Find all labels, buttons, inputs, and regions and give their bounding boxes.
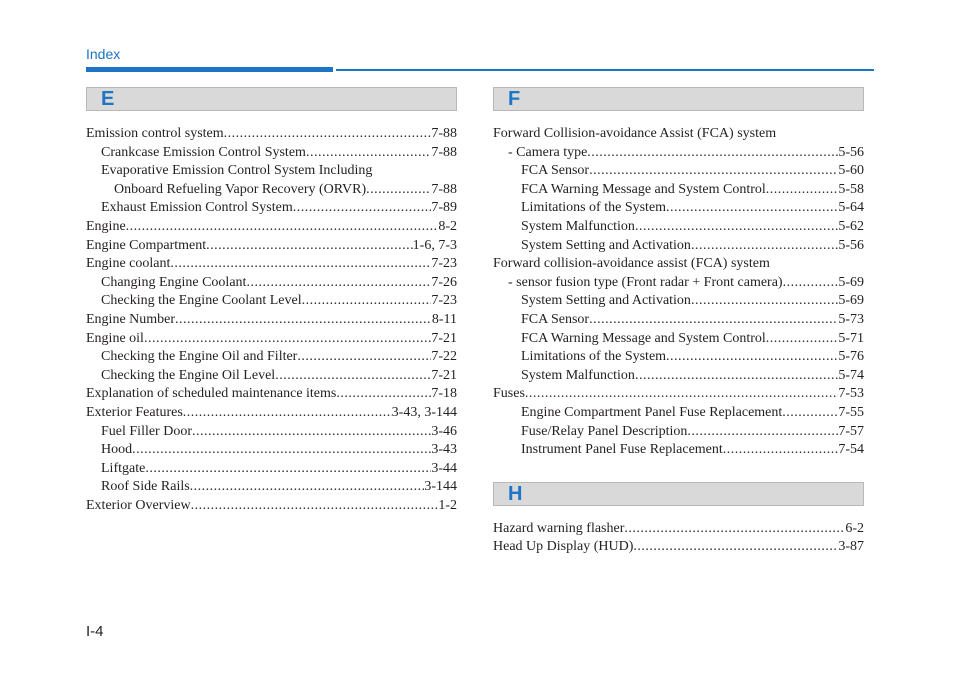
index-entry-text: Engine Compartment Panel Fuse Replacement — [521, 404, 783, 420]
header-rule-thick — [86, 67, 333, 72]
right-index-column — [493, 87, 864, 557]
dot-leader — [782, 404, 838, 423]
index-entry-text: System Malfunction — [521, 367, 635, 383]
index-section-h — [493, 482, 864, 557]
index-entry-text: Engine oil — [86, 330, 144, 346]
index-entry-list — [493, 520, 864, 557]
index-entry-text: FCA Sensor — [521, 311, 590, 327]
index-entry-page: 7-53 — [838, 386, 864, 402]
index-entry — [493, 292, 864, 311]
index-entry-text: Emission control system — [86, 126, 224, 141]
index-entry-text: Exhaust Emission Control System — [101, 200, 293, 216]
dot-leader — [190, 478, 425, 497]
index-entry-text: Crankcase Emission Control System — [101, 144, 306, 160]
index-entry-text: Hood — [101, 442, 133, 458]
index-entry-page: 5-69 — [838, 293, 864, 309]
index-entry — [86, 423, 457, 442]
index-entry-text: Engine Number — [86, 311, 176, 327]
index-entry — [493, 162, 864, 181]
index-entry-page: 7-54 — [838, 442, 864, 458]
dot-leader — [275, 367, 431, 386]
left-index-column — [86, 87, 457, 515]
index-entry — [86, 441, 457, 460]
index-entry-page: 7-57 — [838, 423, 864, 439]
index-entry-page: 7-55 — [838, 404, 864, 420]
index-entry — [493, 181, 864, 200]
dot-leader — [624, 520, 845, 539]
index-entry — [493, 404, 864, 423]
dot-leader — [175, 311, 432, 330]
index-entry-page: 3-144 — [424, 479, 457, 495]
dot-leader — [144, 330, 431, 349]
index-entry-page: 5-64 — [838, 200, 864, 216]
index-entry-page: 1-2 — [438, 497, 457, 513]
index-entry — [493, 520, 864, 539]
dot-leader — [246, 274, 431, 293]
index-entry-page: 8-11 — [431, 311, 457, 327]
index-entry — [493, 348, 864, 367]
index-entry — [493, 199, 864, 218]
dot-leader — [766, 181, 839, 200]
section-letter-bar: E — [86, 87, 457, 111]
dot-leader — [723, 441, 839, 460]
index-entry — [493, 538, 864, 557]
index-entry-text: Checking the Engine Coolant Level — [101, 293, 302, 309]
index-entry — [86, 274, 457, 293]
index-entry — [86, 311, 457, 330]
index-entry — [86, 478, 457, 497]
dot-leader — [183, 404, 392, 423]
dot-leader — [666, 348, 838, 367]
index-entry — [86, 404, 457, 423]
index-entry-page: 7-89 — [431, 200, 457, 216]
index-entry-text: Exterior Features — [86, 404, 183, 420]
index-entry-text: Evaporative Emission Control System Including — [101, 163, 373, 179]
header-rule-thin — [336, 69, 874, 71]
index-entry — [493, 274, 864, 293]
index-entry — [493, 144, 864, 163]
dot-leader — [126, 218, 439, 237]
index-header-label: Index — [86, 46, 121, 62]
index-entry — [86, 367, 457, 386]
dot-leader — [589, 162, 838, 181]
index-entry-page: 3-46 — [431, 423, 457, 439]
index-entry-page: 6-2 — [845, 520, 864, 536]
index-entry-page: 1-6, 7-3 — [412, 237, 457, 253]
index-entry — [493, 125, 864, 144]
index-entry-text: FCA Warning Message and System Control — [521, 181, 766, 197]
index-entry-page: 8-2 — [438, 218, 457, 234]
index-section-f — [493, 87, 864, 460]
index-entry — [493, 255, 864, 274]
dot-leader — [766, 330, 839, 349]
index-entry — [86, 330, 457, 349]
index-entry-text: Explanation of scheduled maintenance items — [86, 386, 337, 402]
index-entry-page: 5-62 — [838, 218, 864, 234]
index-entry-page: 5-71 — [838, 330, 864, 346]
dot-leader — [293, 199, 432, 218]
index-entry-text: Limitations of the System — [521, 349, 667, 365]
index-entry-text: FCA Warning Message and System Control — [521, 330, 766, 346]
index-entry-text: Hazard warning flasher — [493, 520, 625, 536]
dot-leader — [224, 125, 432, 144]
index-entry-page: 5-56 — [838, 237, 864, 253]
index-entry-text: Fuses — [493, 386, 525, 402]
index-entry-text: Forward Collision-avoidance Assist (FCA) system — [493, 126, 777, 141]
index-entry — [86, 181, 457, 200]
index-entry-list — [86, 125, 457, 515]
index-entry-text: Liftgate — [101, 460, 146, 476]
index-entry-page: 3-43 — [431, 442, 457, 458]
index-entry-page: 5-69 — [838, 274, 864, 290]
index-entry-text: Changing Engine Coolant — [101, 274, 247, 290]
index-entry-page: 7-88 — [431, 144, 457, 160]
index-entry — [86, 255, 457, 274]
dot-leader — [687, 423, 838, 442]
dot-leader — [635, 218, 838, 237]
index-entry — [493, 311, 864, 330]
page-number: I-4 — [86, 623, 104, 640]
index-entry-text: Engine — [86, 218, 126, 234]
index-section-e — [86, 87, 457, 515]
index-entry-text: Head Up Display (HUD) — [493, 539, 634, 555]
index-entry-page: 7-21 — [431, 330, 457, 346]
dot-leader — [302, 292, 432, 311]
dot-leader — [366, 181, 431, 200]
dot-leader — [170, 255, 431, 274]
index-entry-page: 5-76 — [838, 349, 864, 365]
index-entry-text: Checking the Engine Oil Level — [101, 367, 276, 383]
index-entry-text: FCA Sensor — [521, 163, 590, 179]
index-entry-text: System Setting and Activation — [521, 237, 691, 253]
index-entry-text: Onboard Refueling Vapor Recovery (ORVR) — [114, 181, 367, 197]
dot-leader — [297, 348, 431, 367]
index-entry — [493, 367, 864, 386]
index-entry — [86, 237, 457, 256]
index-entry-page: 7-26 — [431, 274, 457, 290]
dot-leader — [525, 385, 838, 404]
dot-leader — [635, 367, 838, 386]
index-entry — [86, 199, 457, 218]
index-entry-page: 5-74 — [838, 367, 864, 383]
index-entry-page: 7-88 — [431, 126, 457, 141]
index-entry-text: Roof Side Rails — [101, 479, 190, 495]
dot-leader — [589, 311, 838, 330]
dot-leader — [691, 292, 838, 311]
index-entry-text: Instrument Panel Fuse Replacement — [521, 442, 723, 458]
dot-leader — [132, 441, 431, 460]
index-entry-text: System Malfunction — [521, 218, 635, 234]
dot-leader — [633, 538, 838, 557]
index-entry-page: 7-22 — [431, 349, 457, 365]
index-entry-page: 5-58 — [838, 181, 864, 197]
dot-leader — [306, 144, 431, 163]
index-entry-text: Fuel Filler Door — [101, 423, 192, 439]
section-letter-bar: H — [493, 482, 864, 506]
dot-leader — [336, 385, 431, 404]
index-entry-page: 7-88 — [431, 181, 457, 197]
index-entry-page: 5-56 — [838, 144, 864, 160]
index-entry-text: Exterior Overview — [86, 497, 191, 513]
index-entry — [86, 144, 457, 163]
index-entry — [86, 218, 457, 237]
dot-leader — [587, 144, 838, 163]
dot-leader — [206, 237, 413, 256]
index-entry-text: Limitations of the System — [521, 200, 667, 216]
index-entry-page: 3-44 — [431, 460, 457, 476]
dot-leader — [691, 237, 838, 256]
index-entry-text: System Setting and Activation — [521, 293, 691, 309]
index-entry-text: Engine Compartment — [86, 237, 207, 253]
index-entry — [86, 292, 457, 311]
index-entry — [86, 460, 457, 479]
dot-leader — [191, 497, 439, 516]
index-entry-page: 3-43, 3-144 — [391, 404, 457, 420]
dot-leader — [192, 423, 431, 442]
index-entry-text: - Camera type — [508, 144, 588, 160]
index-entry-text: Forward collision-avoidance assist (FCA) system — [493, 256, 770, 272]
index-entry-text: Engine coolant — [86, 256, 171, 272]
index-entry — [86, 162, 457, 181]
index-entry-text: Checking the Engine Oil and Filter — [101, 349, 298, 365]
index-entry — [86, 497, 457, 516]
index-entry-page: 5-60 — [838, 163, 864, 179]
index-entry — [493, 237, 864, 256]
index-entry — [493, 423, 864, 442]
index-entry-text: - sensor fusion type (Front radar + Front camera) — [508, 274, 783, 290]
index-entry-page: 3-87 — [838, 539, 864, 555]
index-entry-list — [493, 125, 864, 460]
index-entry — [86, 385, 457, 404]
index-entry — [493, 385, 864, 404]
index-entry — [493, 330, 864, 349]
index-entry — [86, 125, 457, 144]
index-entry-page: 5-73 — [838, 311, 864, 327]
index-entry-page: 7-23 — [431, 293, 457, 309]
index-entry — [86, 348, 457, 367]
index-entry — [493, 441, 864, 460]
dot-leader — [145, 460, 431, 479]
section-letter-bar: F — [493, 87, 864, 111]
index-entry-text: Fuse/Relay Panel Description — [521, 423, 688, 439]
dot-leader — [666, 199, 838, 218]
dot-leader — [783, 274, 839, 293]
index-entry-page: 7-21 — [431, 367, 457, 383]
index-entry-page: 7-23 — [431, 256, 457, 272]
index-entry-page: 7-18 — [431, 386, 457, 402]
index-entry — [493, 218, 864, 237]
